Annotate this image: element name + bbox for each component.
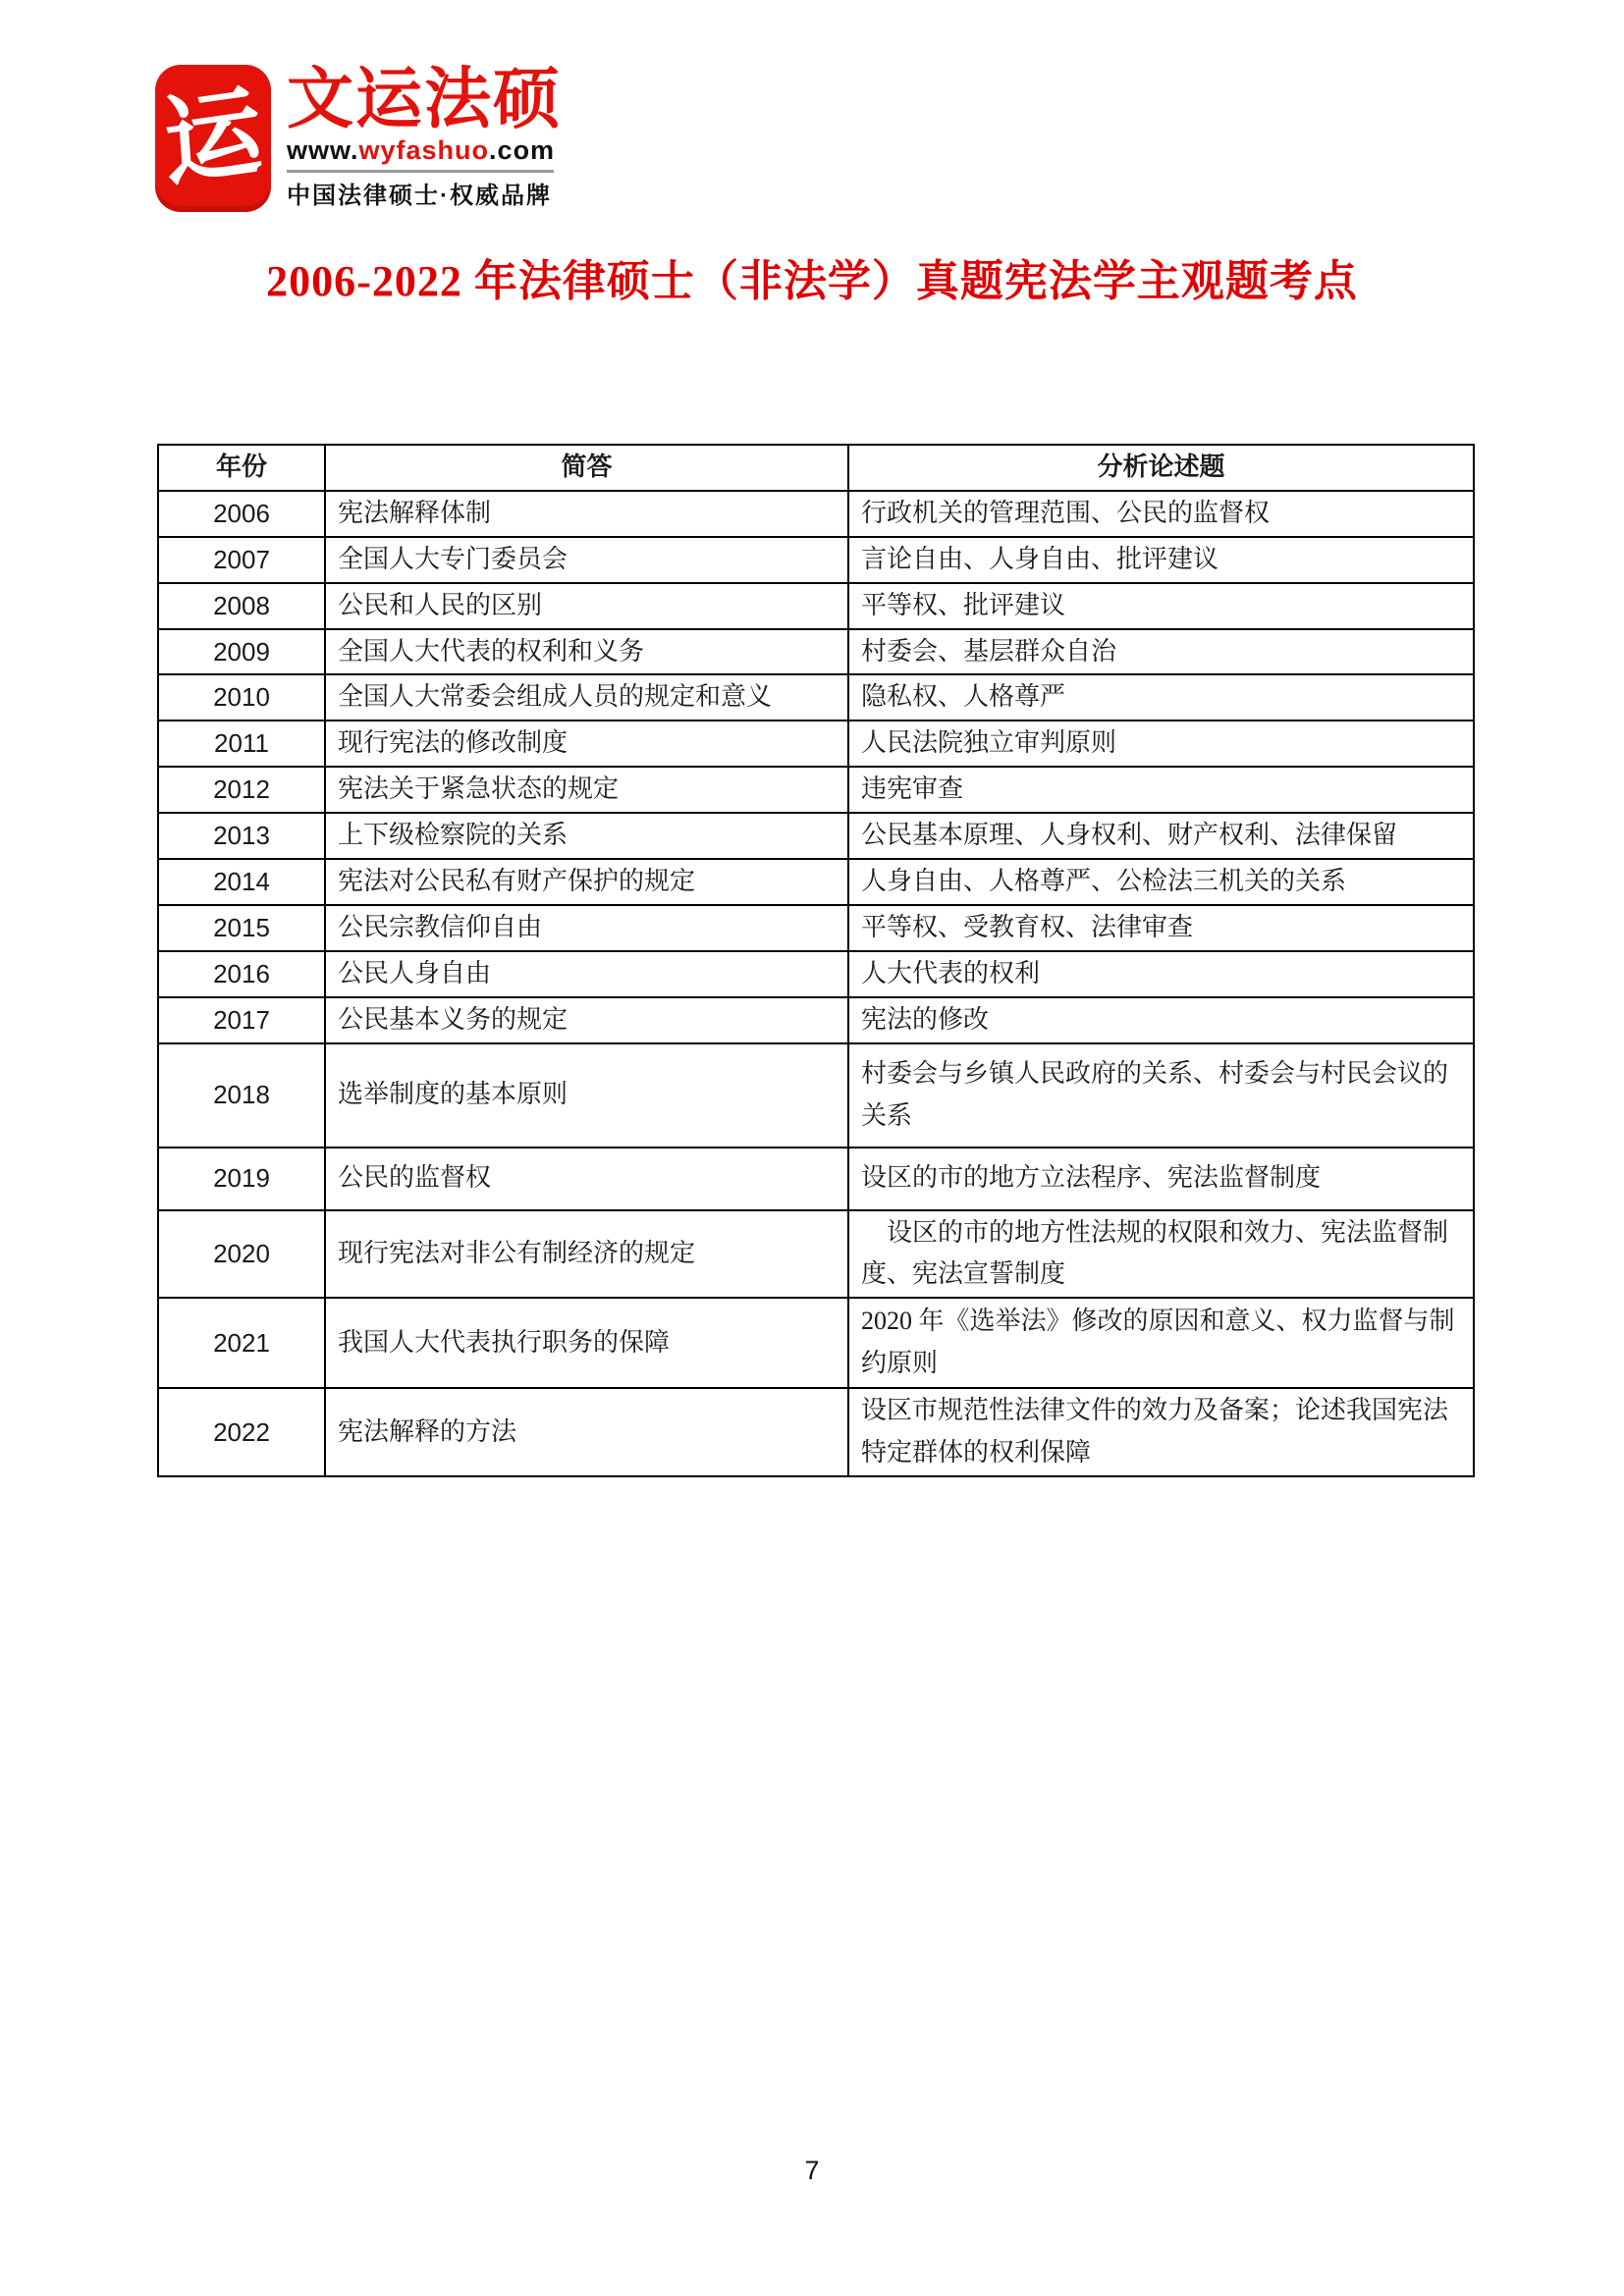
logo-text-block bbox=[287, 62, 563, 210]
short-answer-cell: 我国人大代表执行职务的保障 bbox=[325, 1298, 848, 1388]
essay-cell: 村委会、基层群众自治 bbox=[848, 629, 1474, 675]
essay-cell: 人大代表的权利 bbox=[848, 951, 1474, 997]
essay-cell: 平等权、受教育权、法律审查 bbox=[848, 905, 1474, 951]
brand-url bbox=[287, 136, 562, 166]
brand-name: 文运法硕 bbox=[287, 62, 563, 136]
year-cell: 2008 bbox=[158, 583, 325, 629]
year-cell: 2015 bbox=[158, 905, 325, 951]
essay-cell: 违宪审查 bbox=[848, 767, 1474, 813]
short-answer-cell: 全国人大专门委员会 bbox=[325, 537, 848, 583]
short-answer-cell: 宪法解释的方法 bbox=[325, 1388, 848, 1476]
year-cell: 2013 bbox=[158, 813, 325, 859]
essay-cell: 隐私权、人格尊严 bbox=[848, 674, 1474, 721]
table-header bbox=[158, 445, 1474, 491]
table-row bbox=[158, 491, 1474, 537]
table-row bbox=[158, 1043, 1474, 1148]
year-cell: 2010 bbox=[158, 674, 325, 721]
table-header-row bbox=[158, 445, 1474, 491]
short-answer-cell: 现行宪法的修改制度 bbox=[325, 721, 848, 767]
table-row bbox=[158, 997, 1474, 1043]
table-row bbox=[158, 1148, 1474, 1210]
table-row bbox=[158, 537, 1474, 583]
table-row bbox=[158, 767, 1474, 813]
logo-divider bbox=[287, 170, 554, 173]
essay-cell: 人身自由、人格尊严、公检法三机关的关系 bbox=[848, 859, 1474, 905]
logo-mark-icon bbox=[155, 65, 271, 212]
table-body bbox=[158, 491, 1474, 1476]
table-row bbox=[158, 1210, 1474, 1299]
short-answer-cell: 宪法解释体制 bbox=[325, 491, 848, 537]
short-answer-cell: 公民人身自由 bbox=[325, 951, 848, 997]
header-essay: 分析论述题 bbox=[848, 445, 1474, 491]
table-row bbox=[158, 1388, 1474, 1476]
year-cell: 2009 bbox=[158, 629, 325, 675]
table-row bbox=[158, 859, 1474, 905]
essay-cell: 设区的市的地方性法规的权限和效力、宪法监督制度、宪法宣誓制度 bbox=[848, 1210, 1474, 1299]
short-answer-cell: 现行宪法对非公有制经济的规定 bbox=[325, 1210, 848, 1299]
year-cell: 2021 bbox=[158, 1298, 325, 1388]
essay-cell: 行政机关的管理范围、公民的监督权 bbox=[848, 491, 1474, 537]
essay-cell: 宪法的修改 bbox=[848, 997, 1474, 1043]
year-cell: 2014 bbox=[158, 859, 325, 905]
essay-cell: 村委会与乡镇人民政府的关系、村委会与村民会议的关系 bbox=[848, 1043, 1474, 1148]
year-cell: 2022 bbox=[158, 1388, 325, 1476]
brand-url-www: www. bbox=[287, 135, 359, 166]
table-row bbox=[158, 951, 1474, 997]
table-row bbox=[158, 583, 1474, 629]
year-cell: 2020 bbox=[158, 1210, 325, 1299]
short-answer-cell: 全国人大代表的权利和义务 bbox=[325, 629, 848, 675]
short-answer-cell: 宪法对公民私有财产保护的规定 bbox=[325, 859, 848, 905]
exam-topics-table bbox=[157, 444, 1475, 1477]
page-title: 2006-2022 年法律硕士（非法学）真题宪法学主观题考点 bbox=[266, 257, 1358, 305]
year-cell: 2012 bbox=[158, 767, 325, 813]
essay-cell: 2020 年《选举法》修改的原因和意义、权力监督与制约原则 bbox=[848, 1298, 1474, 1388]
header-short-answer: 简答 bbox=[325, 445, 848, 491]
year-cell: 2007 bbox=[158, 537, 325, 583]
short-answer-cell: 公民和人民的区别 bbox=[325, 583, 848, 629]
short-answer-cell: 选举制度的基本原则 bbox=[325, 1043, 848, 1148]
short-answer-cell: 公民宗教信仰自由 bbox=[325, 905, 848, 951]
table-row bbox=[158, 813, 1474, 859]
brand-url-domain: wyfashuo bbox=[358, 135, 490, 166]
year-cell: 2016 bbox=[158, 951, 325, 997]
year-cell: 2006 bbox=[158, 491, 325, 537]
short-answer-cell: 全国人大常委会组成人员的规定和意义 bbox=[325, 674, 848, 721]
table-row bbox=[158, 721, 1474, 767]
table-row bbox=[158, 1298, 1474, 1388]
table-row bbox=[158, 905, 1474, 951]
brand-url-tld: .com bbox=[489, 135, 556, 166]
short-answer-cell: 公民基本义务的规定 bbox=[325, 997, 848, 1043]
year-cell: 2017 bbox=[158, 997, 325, 1043]
short-answer-cell: 上下级检察院的关系 bbox=[325, 813, 848, 859]
short-answer-cell: 宪法关于紧急状态的规定 bbox=[325, 767, 848, 813]
year-cell: 2011 bbox=[158, 721, 325, 767]
page-number: 7 bbox=[804, 2156, 820, 2185]
essay-cell: 人民法院独立审判原则 bbox=[848, 721, 1474, 767]
essay-cell: 公民基本原理、人身权利、财产权利、法律保留 bbox=[848, 813, 1474, 859]
logo-mark-character: 运 bbox=[160, 77, 266, 199]
header-year: 年份 bbox=[158, 445, 325, 491]
essay-cell: 言论自由、人身自由、批评建议 bbox=[848, 537, 1474, 583]
short-answer-cell: 公民的监督权 bbox=[325, 1148, 848, 1210]
table-row bbox=[158, 674, 1474, 721]
essay-cell: 设区的市的地方立法程序、宪法监督制度 bbox=[848, 1148, 1474, 1210]
brand-tagline: 中国法律硕士·权威品牌 bbox=[287, 183, 552, 210]
brand-logo bbox=[155, 62, 563, 212]
essay-cell: 平等权、批评建议 bbox=[848, 583, 1474, 629]
year-cell: 2018 bbox=[158, 1043, 325, 1148]
year-cell: 2019 bbox=[158, 1148, 325, 1210]
table-row bbox=[158, 629, 1474, 675]
essay-cell: 设区市规范性法律文件的效力及备案；论述我国宪法特定群体的权利保障 bbox=[848, 1388, 1474, 1476]
